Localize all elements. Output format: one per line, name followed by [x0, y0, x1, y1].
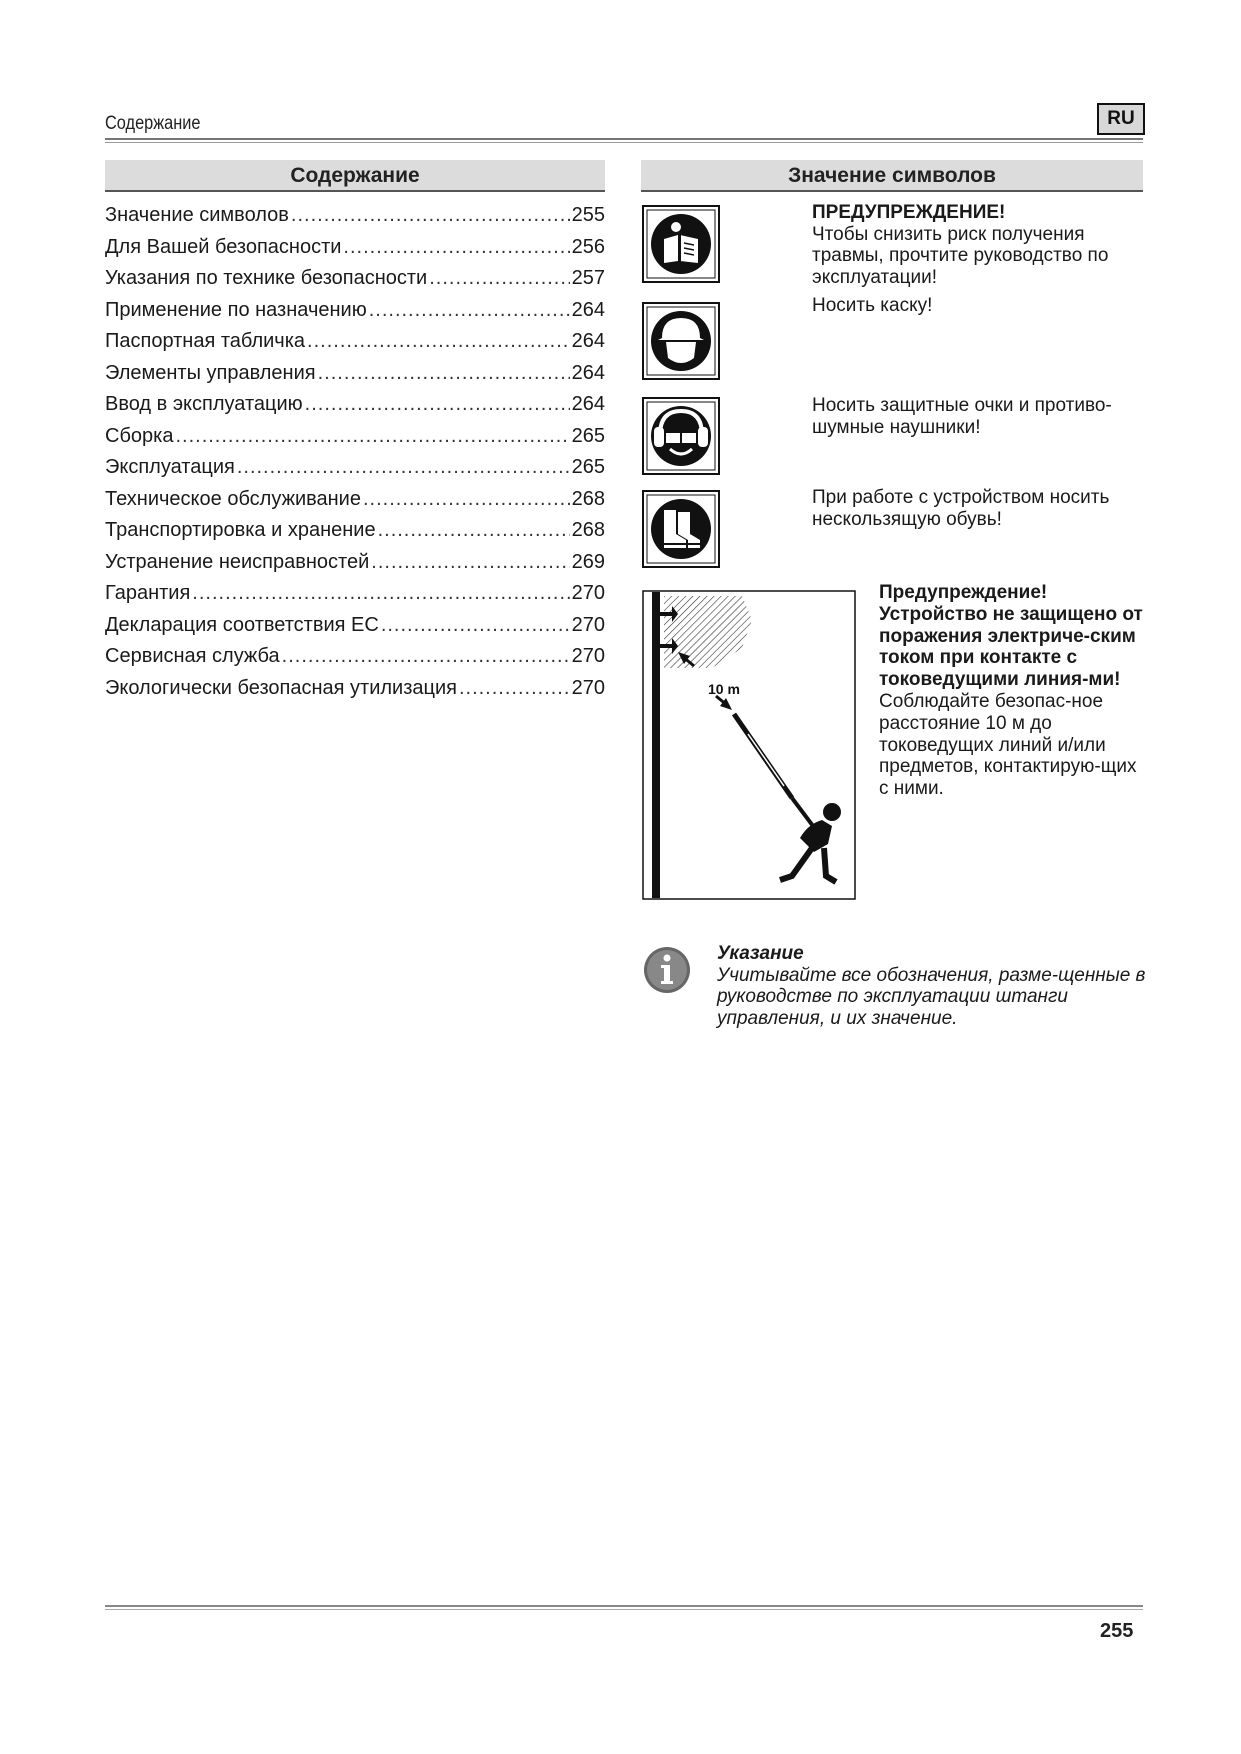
- toc-dot-leader: [305, 389, 570, 421]
- read-manual-icon: [642, 205, 720, 283]
- toc-entry[interactable]: [105, 484, 605, 516]
- toc-entry-title: Паспортная табличка: [105, 330, 306, 352]
- toc-entry-page: 264: [571, 298, 605, 321]
- symbol-boots-text: При работе с устройством носить нескользящую обувь!: [812, 487, 1110, 530]
- toc-dot-leader: [381, 610, 570, 642]
- language-badge: RU: [1097, 103, 1145, 135]
- toc-entry[interactable]: [105, 641, 605, 673]
- symbol-warning-title: ПРЕДУПРЕЖДЕНИЕ!: [812, 202, 1006, 223]
- goggles-earmuffs-icon: [642, 397, 720, 475]
- toc-dot-leader: [282, 641, 570, 673]
- toc-entry-page: 269: [571, 550, 605, 573]
- toc-entry-page: 264: [571, 393, 605, 415]
- toc-entry-title: Применение по назначению: [105, 298, 367, 321]
- toc-dot-leader: [343, 232, 569, 264]
- toc-entry[interactable]: [105, 452, 605, 484]
- toc-dot-leader: [459, 673, 570, 705]
- power-line-distance-illustration: [642, 590, 856, 900]
- toc-entry[interactable]: [105, 389, 605, 421]
- header-rule-2: [105, 142, 1143, 143]
- toc-entry-title: Значение символов: [105, 204, 289, 226]
- electric-warning-title: Предупреждение!: [879, 582, 1048, 603]
- note-title: Указание: [717, 943, 804, 964]
- toc-entry[interactable]: [105, 421, 605, 453]
- footer-rule-2: [105, 1609, 1143, 1610]
- toc-entry-title: Техническое обслуживание: [105, 487, 361, 510]
- symbol-warning-text: Чтобы снизить риск получения травмы, прочтите руководство по эксплуатации!: [812, 223, 1109, 288]
- toc-dot-leader: [369, 295, 570, 327]
- toc-entry-title: Устранение неисправностей: [105, 550, 370, 573]
- note-block: [717, 943, 1147, 1029]
- toc-dot-leader: [318, 358, 570, 390]
- toc-entry[interactable]: [105, 610, 605, 642]
- toc-entry-page: 257: [571, 267, 605, 289]
- electric-warning-block: [879, 582, 1144, 800]
- toc-entry-title: Гарантия: [105, 582, 191, 604]
- toc-entry[interactable]: [105, 515, 605, 547]
- toc-entry[interactable]: [105, 358, 605, 390]
- toc-entry-page: 270: [571, 582, 605, 604]
- symbol-goggles-text: Носить защитные очки и противо-шумные наушники!: [812, 395, 1112, 438]
- symbol-warning-block: [812, 202, 1147, 317]
- toc-dot-leader: [192, 578, 569, 610]
- toc-entry-page: 268: [571, 487, 605, 510]
- symbols-heading: Значение символов: [641, 160, 1143, 192]
- note-text: Учитывайте все обозначения, разме-щенные в руководстве по эксплуатации штанги управления, и их значение.: [717, 964, 1146, 1029]
- info-icon: [642, 945, 692, 995]
- toc-heading: Содержание: [105, 160, 605, 192]
- toc-entry-title: Эксплуатация: [105, 456, 235, 478]
- toc-entry-page: 255: [571, 204, 605, 226]
- toc-dot-leader: [307, 326, 570, 358]
- toc-entry[interactable]: [105, 326, 605, 358]
- toc-dot-leader: [175, 421, 569, 453]
- toc-dot-leader: [371, 547, 569, 579]
- toc-entry-title: Указания по технике безопасности: [105, 267, 428, 289]
- header-rule: [105, 138, 1143, 140]
- helmet-icon: [642, 302, 720, 380]
- toc-entry-title: Транспортировка и хранение: [105, 519, 376, 541]
- toc-entry-title: Сервисная служба: [105, 645, 280, 667]
- toc-entry[interactable]: [105, 232, 605, 264]
- electric-warning-text: Соблюдайте безопас-ное расстояние 10 м до токоведущих линий и/или предметов, контактирую-щих с ними.: [879, 690, 1137, 800]
- toc-entry-page: 264: [571, 361, 605, 384]
- toc-dot-leader: [429, 263, 569, 295]
- toc-entry-page: 265: [571, 456, 605, 478]
- toc-entry-page: 264: [571, 330, 605, 352]
- toc-entry-page: 256: [571, 235, 605, 258]
- distance-label: 10 m: [708, 681, 740, 697]
- toc-list: [105, 200, 605, 704]
- toc-entry-title: Для Вашей безопасности: [105, 235, 342, 258]
- running-header: Содержание: [105, 113, 201, 134]
- toc-entry-title: Сборка: [105, 424, 174, 447]
- toc-entry-page: 265: [571, 424, 605, 447]
- electric-warning-bold-text: Устройство не защищено от поражения электриче-ским током при контакте с токоведущими линия-ми!: [879, 603, 1143, 691]
- footer-rule: [105, 1605, 1143, 1607]
- toc-entry[interactable]: [105, 547, 605, 579]
- toc-dot-leader: [237, 452, 570, 484]
- toc-dot-leader: [291, 200, 570, 232]
- toc-entry-title: Элементы управления: [105, 361, 316, 384]
- toc-entry[interactable]: [105, 263, 605, 295]
- toc-entry-title: Ввод в эксплуатацию: [105, 393, 303, 415]
- toc-entry[interactable]: [105, 578, 605, 610]
- toc-entry-title: Экологически безопасная утилизация: [105, 676, 457, 699]
- safety-boots-icon: [642, 490, 720, 568]
- toc-entry[interactable]: [105, 295, 605, 327]
- toc-entry-page: 270: [571, 613, 605, 636]
- toc-entry-page: 270: [571, 645, 605, 667]
- toc-dot-leader: [363, 484, 570, 516]
- symbol-helmet-text: Носить каску!: [812, 295, 933, 316]
- toc-entry-title: Декларация соответствия ЕС: [105, 613, 379, 636]
- toc-entry[interactable]: [105, 673, 605, 705]
- toc-entry-page: 270: [571, 676, 605, 699]
- toc-dot-leader: [378, 515, 570, 547]
- page-number: 255: [1100, 1620, 1134, 1642]
- toc-entry-page: 268: [571, 519, 605, 541]
- toc-entry[interactable]: [105, 200, 605, 232]
